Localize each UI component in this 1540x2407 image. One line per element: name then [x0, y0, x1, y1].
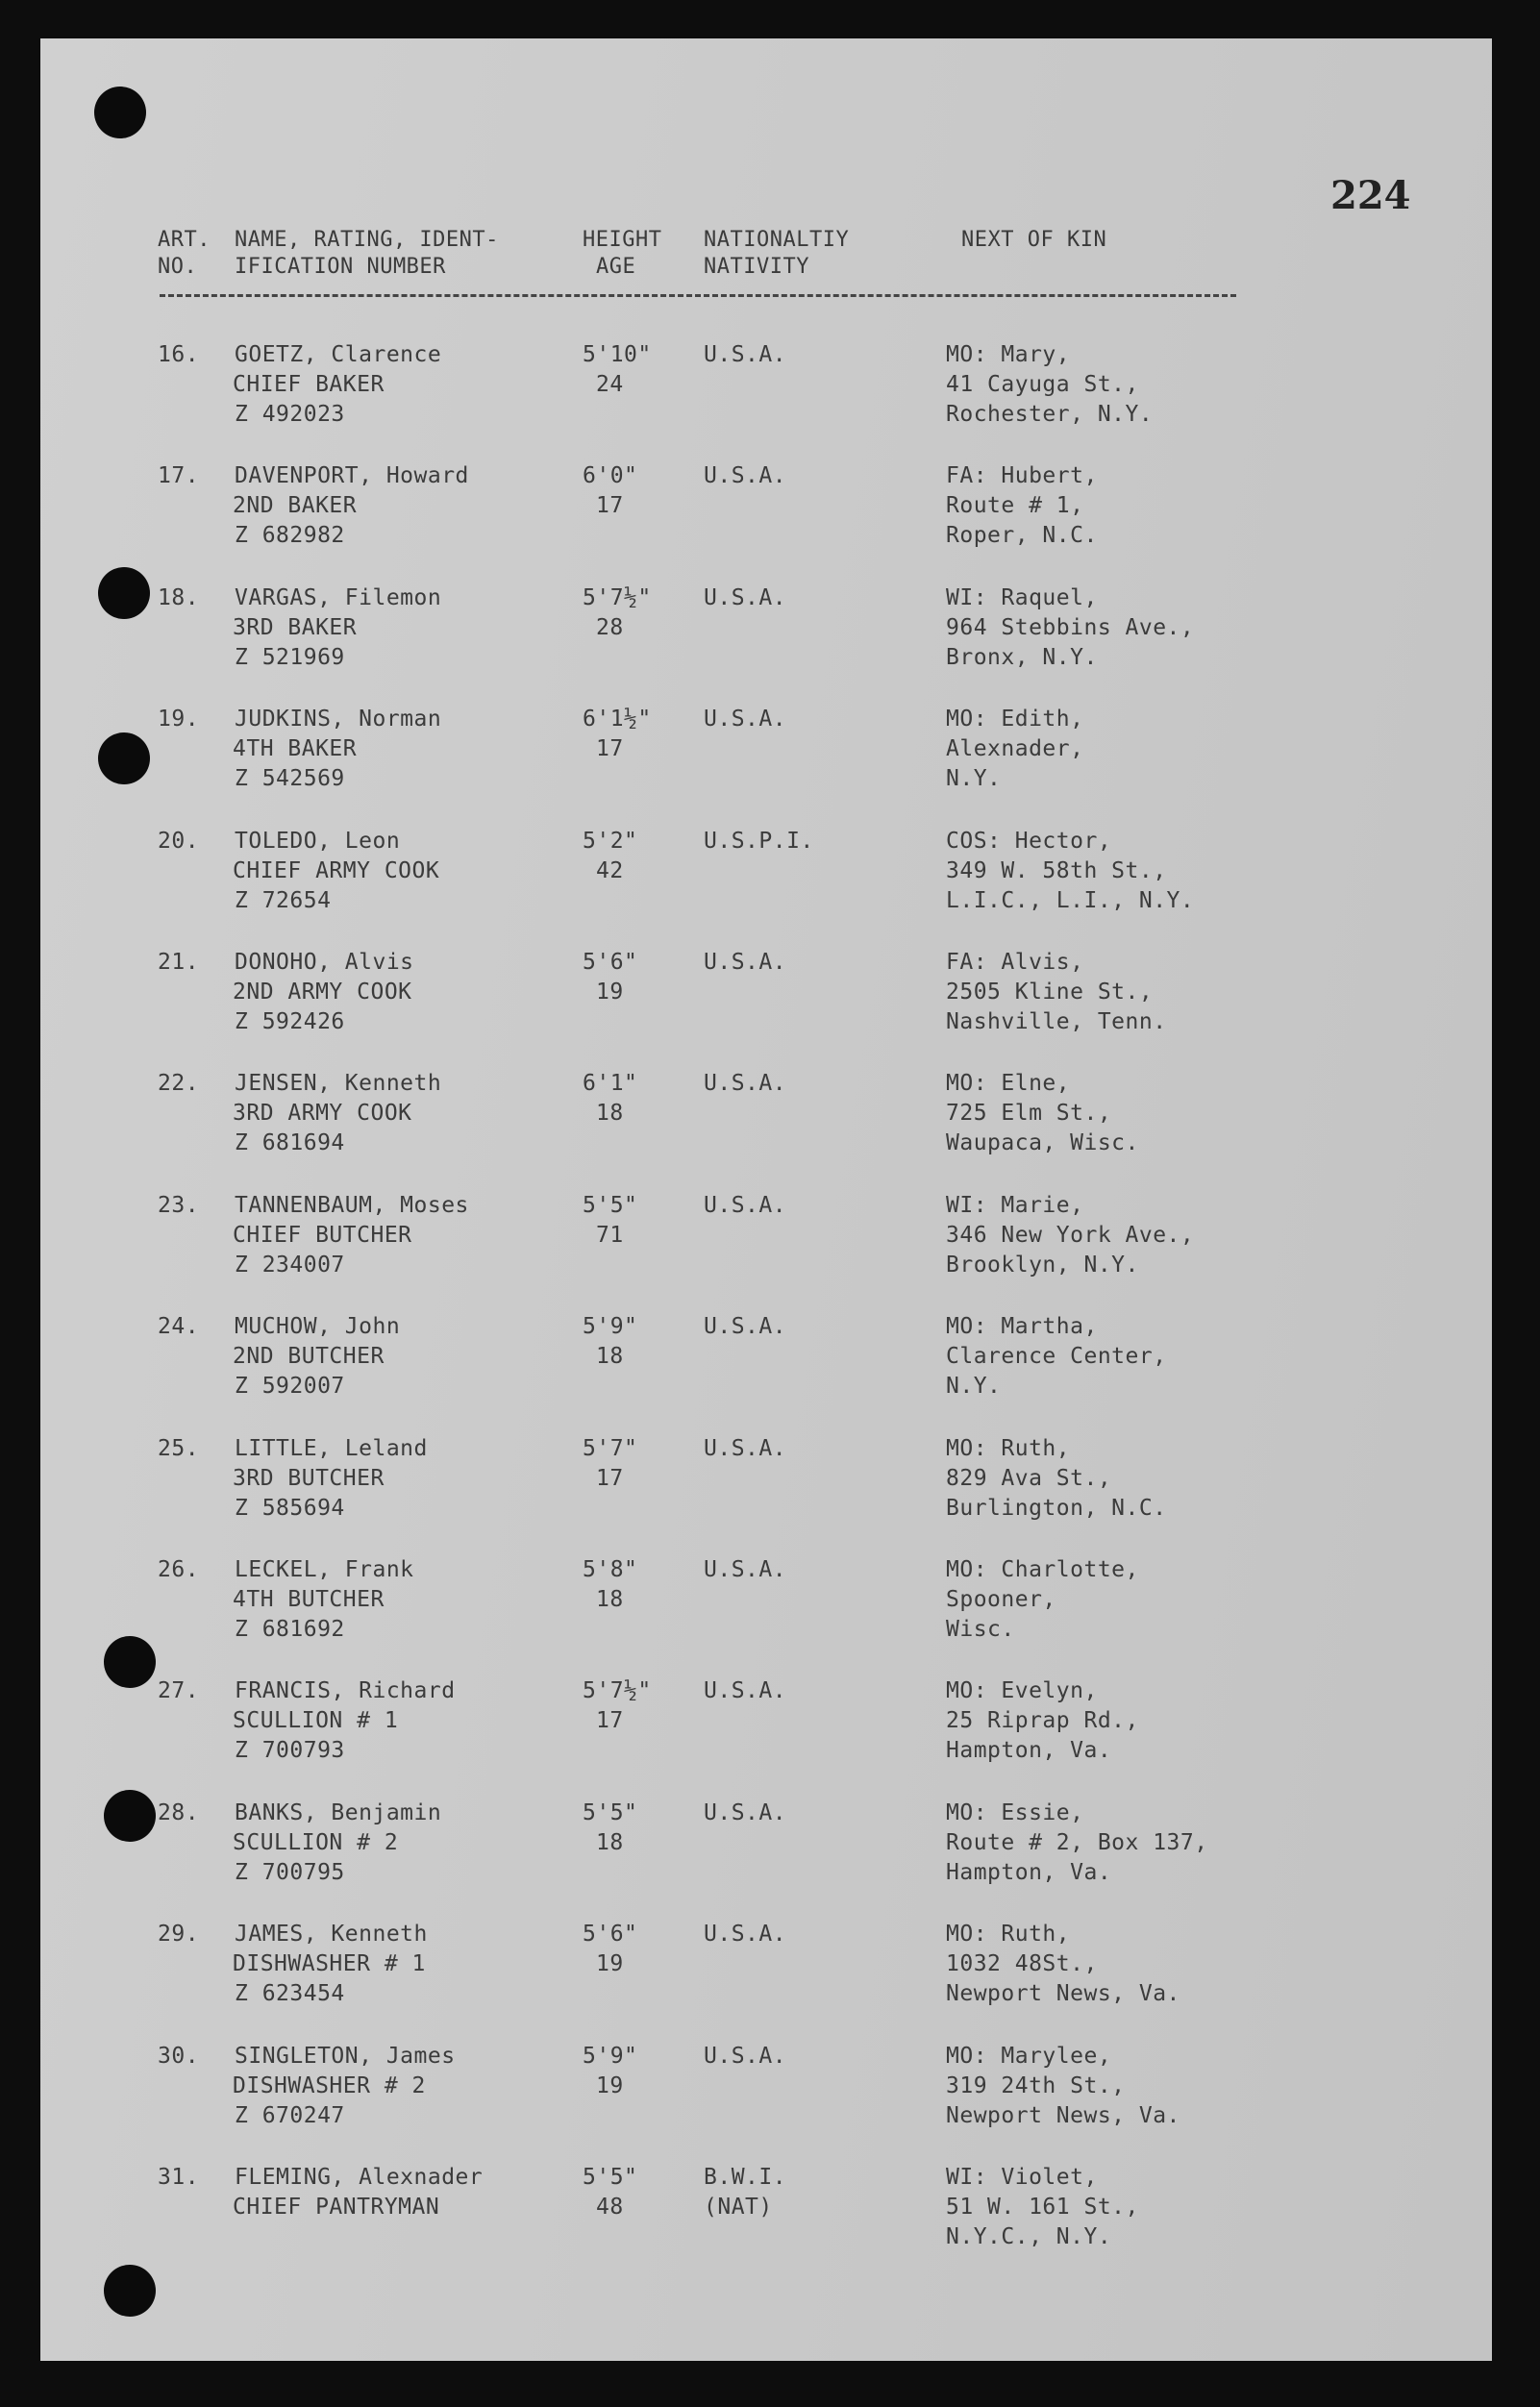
crew-age: 18 [596, 1830, 624, 1855]
crew-rating: 4TH BAKER [233, 736, 358, 761]
identification-number: Z 681692 [235, 1617, 345, 1642]
identification-number: Z 542569 [235, 766, 345, 791]
next-of-kin-line: Spooner, [946, 1587, 1056, 1612]
crew-name: JAMES, Kenneth [235, 1922, 428, 1947]
next-of-kin-line: 964 Stebbins Ave., [946, 615, 1195, 640]
next-of-kin-line: N.Y. [946, 1374, 1002, 1399]
crew-name: TANNENBAUM, Moses [235, 1193, 469, 1218]
crew-age: 42 [596, 858, 624, 883]
header-name-rating: NAME, RATING, IDENT- IFICATION NUMBER [235, 228, 499, 279]
next-of-kin-line: MO: Ruth, [946, 1922, 1071, 1947]
crew-rating: 3RD BAKER [233, 615, 358, 640]
entry-number: 30. [158, 2044, 200, 2069]
page-number: 224 [1330, 173, 1411, 218]
crew-entry [0, 1555, 1540, 1671]
next-of-kin-line: 829 Ava St., [946, 1466, 1112, 1491]
next-of-kin-line: N.Y.C., N.Y. [946, 2224, 1112, 2249]
crew-age: 17 [596, 493, 624, 518]
entry-number: 23. [158, 1193, 200, 1218]
crew-entry [0, 827, 1540, 942]
crew-age: 19 [596, 980, 624, 1005]
crew-rating: 3RD ARMY COOK [233, 1101, 412, 1126]
crew-rating: CHIEF BAKER [233, 372, 385, 397]
identification-number: Z 234007 [235, 1253, 345, 1278]
entry-number: 21. [158, 950, 200, 975]
crew-entry [0, 1799, 1540, 1914]
next-of-kin-line: 725 Elm St., [946, 1101, 1112, 1126]
crew-height: 5'10" [583, 342, 652, 367]
next-of-kin-line: MO: Edith, [946, 707, 1084, 732]
next-of-kin-line: FA: Alvis, [946, 950, 1084, 975]
crew-nationality: U.S.A. [704, 1314, 787, 1339]
next-of-kin-line: MO: Evelyn, [946, 1678, 1098, 1703]
crew-height: 5'7½" [583, 1678, 652, 1703]
crew-name: JUDKINS, Norman [235, 707, 442, 732]
crew-entry [0, 340, 1540, 456]
crew-rating: CHIEF PANTRYMAN [233, 2195, 440, 2220]
entry-number: 22. [158, 1071, 200, 1096]
next-of-kin-line: Hampton, Va. [946, 1738, 1112, 1763]
crew-age: 17 [596, 736, 624, 761]
crew-name: LECKEL, Frank [235, 1557, 414, 1582]
next-of-kin-line: 1032 48St., [946, 1951, 1098, 1976]
crew-entry [0, 2042, 1540, 2157]
next-of-kin-line: Alexnader, [946, 736, 1084, 761]
next-of-kin-line: Bronx, N.Y. [946, 645, 1098, 670]
next-of-kin-line: Rochester, N.Y. [946, 402, 1154, 427]
next-of-kin-line: FA: Hubert, [946, 463, 1098, 488]
crew-height: 5'5" [583, 1800, 638, 1825]
crew-entry [0, 1676, 1540, 1792]
identification-number: Z 623454 [235, 1981, 345, 2006]
next-of-kin-line: Wisc. [946, 1617, 1015, 1642]
next-of-kin-line: Hampton, Va. [946, 1860, 1112, 1885]
crew-height: 5'9" [583, 1314, 638, 1339]
next-of-kin-line: MO: Elne, [946, 1071, 1071, 1096]
next-of-kin-line: 349 W. 58th St., [946, 858, 1167, 883]
identification-number: Z 670247 [235, 2103, 345, 2128]
crew-name: FLEMING, Alexnader [235, 2165, 484, 2190]
crew-nationality: B.W.I. [704, 2165, 787, 2190]
header-nationality: NATIONALTIY NATIVITY [704, 228, 850, 279]
crew-entry [0, 1069, 1540, 1184]
crew-rating: DISHWASHER # 1 [233, 1951, 426, 1976]
crew-height: 5'2" [583, 829, 638, 854]
entry-number: 28. [158, 1800, 200, 1825]
next-of-kin-line: 2505 Kline St., [946, 980, 1154, 1005]
crew-rating: 3RD BUTCHER [233, 1466, 385, 1491]
identification-number: Z 585694 [235, 1496, 345, 1521]
crew-nationality: U.S.A. [704, 585, 787, 610]
next-of-kin-line: MO: Martha, [946, 1314, 1098, 1339]
crew-age: 18 [596, 1101, 624, 1126]
crew-age: 18 [596, 1587, 624, 1612]
crew-rating: SCULLION # 2 [233, 1830, 399, 1855]
crew-name: DAVENPORT, Howard [235, 463, 469, 488]
crew-rating: DISHWASHER # 2 [233, 2073, 426, 2098]
next-of-kin-line: WI: Marie, [946, 1193, 1084, 1218]
crew-name: MUCHOW, John [235, 1314, 401, 1339]
crew-rating: 2ND ARMY COOK [233, 980, 412, 1005]
next-of-kin-line: Route # 1, [946, 493, 1084, 518]
crew-age: 19 [596, 1951, 624, 1976]
entry-number: 24. [158, 1314, 200, 1339]
crew-nationality: U.S.A. [704, 1922, 787, 1947]
crew-entry [0, 1312, 1540, 1427]
next-of-kin-line: Route # 2, Box 137, [946, 1830, 1208, 1855]
crew-height: 5'6" [583, 1922, 638, 1947]
crew-nationality: U.S.A. [704, 950, 787, 975]
crew-height: 5'7" [583, 1436, 638, 1461]
identification-number: Z 492023 [235, 402, 345, 427]
entry-number: 27. [158, 1678, 200, 1703]
crew-entry [0, 461, 1540, 577]
crew-name: BANKS, Benjamin [235, 1800, 442, 1825]
crew-age: 17 [596, 1466, 624, 1491]
crew-nationality: U.S.A. [704, 342, 787, 367]
crew-entry [0, 1920, 1540, 2035]
crew-age: 28 [596, 615, 624, 640]
crew-rating: CHIEF BUTCHER [233, 1223, 412, 1248]
entry-number: 20. [158, 829, 200, 854]
identification-number: Z 592426 [235, 1009, 345, 1034]
crew-height: 5'7½" [583, 585, 652, 610]
identification-number: Z 592007 [235, 1374, 345, 1399]
identification-number: Z 700793 [235, 1738, 345, 1763]
crew-age: 19 [596, 2073, 624, 2098]
crew-entry [0, 1434, 1540, 1550]
crew-name: TOLEDO, Leon [235, 829, 401, 854]
next-of-kin-line: 346 New York Ave., [946, 1223, 1195, 1248]
crew-age: 17 [596, 1708, 624, 1733]
entry-number: 29. [158, 1922, 200, 1947]
next-of-kin-line: Burlington, N.C. [946, 1496, 1167, 1521]
crew-height: 5'6" [583, 950, 638, 975]
entry-number: 17. [158, 463, 200, 488]
crew-name: GOETZ, Clarence [235, 342, 442, 367]
next-of-kin-line: Nashville, Tenn. [946, 1009, 1167, 1034]
next-of-kin-line: Brooklyn, N.Y. [946, 1253, 1139, 1278]
crew-nationality: U.S.A. [704, 1678, 787, 1703]
next-of-kin-line: N.Y. [946, 766, 1002, 791]
identification-number: Z 682982 [235, 523, 345, 548]
crew-rating: 2ND BUTCHER [233, 1344, 385, 1369]
header-divider [160, 294, 1236, 297]
next-of-kin-line: COS: Hector, [946, 829, 1112, 854]
header-next-of-kin: NEXT OF KIN [961, 228, 1107, 252]
identification-number: Z 521969 [235, 645, 345, 670]
next-of-kin-line: Newport News, Va. [946, 2103, 1180, 2128]
crew-nativity: (NAT) [704, 2195, 773, 2220]
crew-height: 6'1½" [583, 707, 652, 732]
crew-nationality: U.S.P.I. [704, 829, 814, 854]
next-of-kin-line: Roper, N.C. [946, 523, 1098, 548]
crew-height: 6'1" [583, 1071, 638, 1096]
crew-name: SINGLETON, James [235, 2044, 456, 2069]
crew-height: 5'5" [583, 2165, 638, 2190]
crew-entry [0, 705, 1540, 820]
crew-height: 5'8" [583, 1557, 638, 1582]
crew-rating: SCULLION # 1 [233, 1708, 399, 1733]
next-of-kin-line: Clarence Center, [946, 1344, 1167, 1369]
identification-number: Z 72654 [235, 888, 332, 913]
entry-number: 19. [158, 707, 200, 732]
next-of-kin-line: Newport News, Va. [946, 1981, 1180, 2006]
header-art-no: ART. NO. [158, 228, 211, 279]
identification-number: Z 681694 [235, 1130, 345, 1155]
crew-name: VARGAS, Filemon [235, 585, 442, 610]
crew-entry [0, 2163, 1540, 2278]
crew-height: 5'9" [583, 2044, 638, 2069]
next-of-kin-line: 25 Riprap Rd., [946, 1708, 1139, 1733]
next-of-kin-line: Waupaca, Wisc. [946, 1130, 1139, 1155]
next-of-kin-line: MO: Ruth, [946, 1436, 1071, 1461]
crew-age: 48 [596, 2195, 624, 2220]
next-of-kin-line: MO: Charlotte, [946, 1557, 1139, 1582]
crew-age: 24 [596, 372, 624, 397]
crew-rating: 4TH BUTCHER [233, 1587, 385, 1612]
next-of-kin-line: 319 24th St., [946, 2073, 1126, 2098]
crew-height: 5'5" [583, 1193, 638, 1218]
crew-entry [0, 1191, 1540, 1306]
crew-entry [0, 948, 1540, 1063]
entry-number: 26. [158, 1557, 200, 1582]
entry-number: 25. [158, 1436, 200, 1461]
crew-nationality: U.S.A. [704, 1800, 787, 1825]
crew-rating: 2ND BAKER [233, 493, 358, 518]
next-of-kin-line: 51 W. 161 St., [946, 2195, 1139, 2220]
entry-number: 18. [158, 585, 200, 610]
crew-entry [0, 583, 1540, 699]
header-height-age: HEIGHT AGE [583, 228, 662, 279]
crew-name: LITTLE, Leland [235, 1436, 428, 1461]
identification-number: Z 700795 [235, 1860, 345, 1885]
next-of-kin-line: MO: Essie, [946, 1800, 1084, 1825]
entry-number: 31. [158, 2165, 200, 2190]
crew-nationality: U.S.A. [704, 1193, 787, 1218]
punch-hole [94, 87, 146, 138]
crew-nationality: U.S.A. [704, 707, 787, 732]
crew-nationality: U.S.A. [704, 1436, 787, 1461]
crew-height: 6'0" [583, 463, 638, 488]
next-of-kin-line: L.I.C., L.I., N.Y. [946, 888, 1195, 913]
next-of-kin-line: WI: Violet, [946, 2165, 1098, 2190]
crew-name: DONOHO, Alvis [235, 950, 414, 975]
crew-rating: CHIEF ARMY COOK [233, 858, 440, 883]
crew-name: JENSEN, Kenneth [235, 1071, 442, 1096]
next-of-kin-line: WI: Raquel, [946, 585, 1098, 610]
crew-nationality: U.S.A. [704, 1071, 787, 1096]
crew-nationality: U.S.A. [704, 2044, 787, 2069]
next-of-kin-line: MO: Marylee, [946, 2044, 1112, 2069]
next-of-kin-line: 41 Cayuga St., [946, 372, 1139, 397]
next-of-kin-line: MO: Mary, [946, 342, 1071, 367]
crew-age: 18 [596, 1344, 624, 1369]
crew-age: 71 [596, 1223, 624, 1248]
crew-name: FRANCIS, Richard [235, 1678, 456, 1703]
crew-nationality: U.S.A. [704, 463, 787, 488]
crew-nationality: U.S.A. [704, 1557, 787, 1582]
entry-number: 16. [158, 342, 200, 367]
